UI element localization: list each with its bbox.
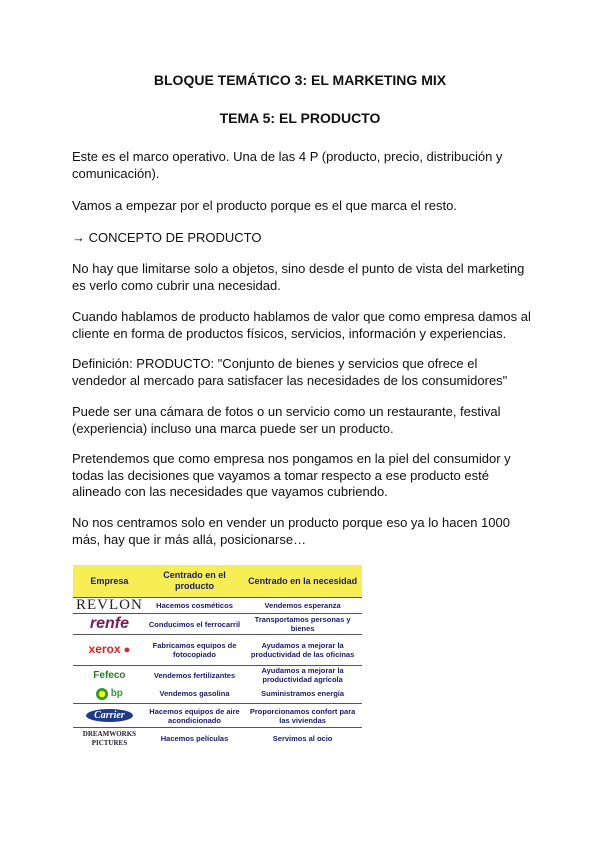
need-cell: Suministramos energía [261,689,345,699]
need-cell: Ayudamos a mejorar la productividad de las oficinas [243,635,362,666]
table-header-row [73,565,362,598]
need-cell: Vendemos esperanza [243,598,362,614]
paragraph: No hay que limitarse solo a objetos, sino desde el punto de vista del marketing es verlo como cubrir una necesidad. [72,261,525,293]
need-cell: Ayudamos a mejorar la productividad agrícola [243,666,362,685]
table-row [73,598,362,614]
bp-helios-icon [96,688,108,700]
logo-text: renfe [89,614,129,632]
dreamworks-logo [73,728,146,749]
paragraph: Este es el marco operativo. Una de las 4 P (producto, precio, distribución y comunicación). [72,149,503,181]
renfe-logo [73,614,146,635]
need-cell: Transportamos personas y bienes [243,614,362,635]
product-vs-need-table [73,565,362,749]
paragraph: Puede ser una cámara de fotos o un servicio como un restaurante, festival (experiencia) incluso una marca puede ser un producto. [72,404,501,436]
revlon-logo [73,598,146,614]
table-row [73,635,362,666]
product-cell: Hacemos cosméticos [146,598,243,614]
document-subtitle: TEMA 5: EL PRODUCTO [219,110,381,126]
table-row [73,614,362,635]
need-cell: Proporcionamos confort para las viviendas [243,704,362,728]
paragraph: Pretendemos que como empresa nos pongamos en la piel del consumidor y todas las decisiones que vayamos a tomar respecto a ese producto esté alineado con las necesidades que vayamos cubriendo. [72,451,511,499]
product-cell: Vendemos fertilizantes [146,666,243,685]
header-company: Empresa [73,565,146,598]
table-row [73,666,362,685]
table-row [73,685,362,704]
logo-text: xerox [88,642,121,656]
header-product: Centrado en el producto [146,565,243,598]
bp-logo [73,685,146,704]
paragraph: No nos centramos solo en vender un producto porque eso ya lo hacen 1000 más, hay que ir más allá, posicionarse… [72,515,510,547]
document-title: BLOQUE TEMÁTICO 3: EL MARKETING MIX [153,72,447,88]
definition-paragraph: Definición: PRODUCTO: "Conjunto de bienes y servicios que ofrece el vendedor al mercado para satisfacer las necesidades de los consumidores" [72,356,508,388]
product-cell: Hacemos películas [146,728,243,749]
need-cell: Servimos al ocio [243,728,362,749]
xerox-ball-icon: ● [123,644,131,656]
logo-text: bp [110,688,123,700]
section-heading: → CONCEPTO DE PRODUCTO [72,230,262,245]
product-cell: Fabricamos equipos de fotocopiado [146,635,243,666]
product-cell: Conducimos el ferrocarril [146,614,243,635]
header-need: Centrado en la necesidad [243,565,362,598]
logo-text: DREAMWORKS PICTURES [82,730,137,748]
logo-text: REVLON [76,596,143,613]
product-cell: Hacemos equipos de aire acondicionado [146,704,243,728]
paragraph: Vamos a empezar por el producto porque es el que marca el resto. [72,198,457,213]
product-cell: Vendemos gasolina [159,689,230,699]
paragraph: Cuando hablamos de producto hablamos de valor que como empresa damos al cliente en forma de productos físicos, servicios, información y experiencias. [72,309,531,341]
logo-text: Carrier [86,709,133,722]
fefeco-logo [73,666,146,685]
xerox-logo [73,635,146,666]
table-row [73,728,362,749]
logo-text: Fefeco [93,669,126,681]
table-row [73,704,362,728]
carrier-logo [73,704,146,728]
